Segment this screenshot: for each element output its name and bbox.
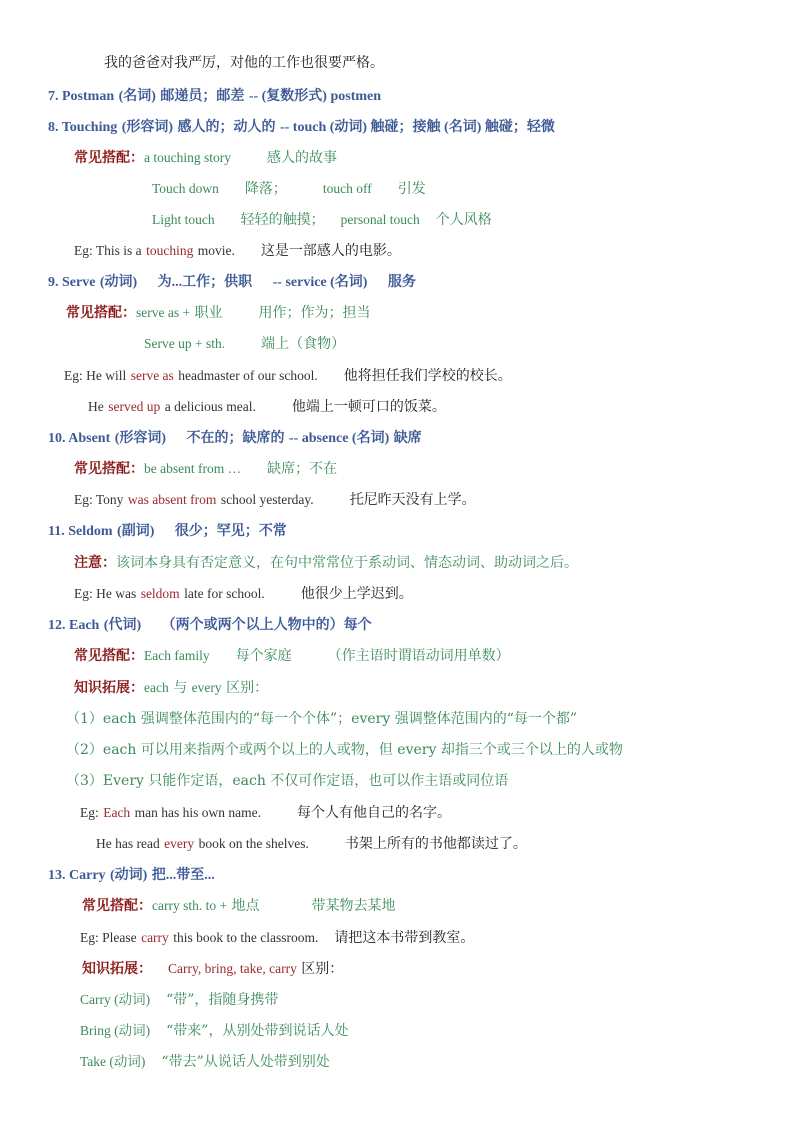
example-en: man has his own name. — [134, 805, 261, 820]
example-en: book on the shelves. — [198, 836, 309, 851]
collocation-en: Each family — [144, 648, 210, 663]
derived-form: -- absence (名词) — [288, 431, 390, 446]
example-en: Eg: This is a — [74, 243, 142, 258]
entry-number-word: 13. Carry — [48, 868, 106, 883]
example-sentence — [74, 584, 413, 604]
sentence-translation — [104, 53, 384, 73]
collocation-line — [152, 179, 426, 199]
collocation-zh: 个人风格 — [435, 212, 492, 228]
collocation-line — [144, 334, 345, 354]
collocation-zh: 用作；作为；担当 — [258, 305, 371, 321]
example-highlight: served up — [108, 399, 161, 414]
example-en: late for school. — [184, 586, 265, 601]
collocation-zh: 每个家庭 — [235, 648, 292, 664]
entry-heading-each — [48, 615, 372, 636]
part-of-speech: (副词) — [117, 524, 155, 539]
extension-point — [66, 709, 577, 729]
part-of-speech: (代词) — [103, 618, 142, 633]
entry-heading-absent — [48, 428, 422, 449]
note-label: 注意： — [74, 555, 116, 571]
extension-zh: 区别： — [301, 961, 344, 977]
extension-zh: 区别： — [226, 680, 269, 696]
extension-point — [66, 740, 623, 760]
meaning: 为...工作；供职 — [157, 275, 253, 290]
collocation-zh: 感人的故事 — [267, 150, 337, 166]
extension-zh: 与 — [173, 680, 188, 696]
example-en: this book to the classroom. — [173, 930, 319, 945]
comparison-meaning: “带去”从说话人处带到别处 — [161, 1054, 330, 1070]
entry-number-word: 8. Touching — [48, 120, 118, 135]
collocation-label: 常见搭配： — [82, 898, 152, 914]
note-text: 该词本身具有否定意义，在句中常常位于系动词、情态动词、助动词之后。 — [116, 555, 578, 571]
example-zh: 他很少上学迟到。 — [300, 586, 413, 602]
example-highlight: serve as — [130, 368, 174, 383]
example-zh: 这是一部感人的电影。 — [260, 243, 401, 259]
example-zh: 书架上所有的书他都读过了。 — [344, 836, 527, 852]
collocation-zh: 带某物去某地 — [311, 898, 396, 914]
collocation-line — [66, 303, 371, 323]
extension-label: 知识拓展： — [82, 961, 152, 977]
derived-form: -- (复数形式) postmen — [248, 89, 382, 104]
example-zh: 每个人有他自己的名字。 — [297, 805, 451, 821]
meaning: 邮递员；邮差 — [160, 89, 245, 104]
collocation-en: a touching story — [144, 150, 231, 165]
comparison-word: Take (动词) — [80, 1054, 146, 1069]
derived-form: -- service (名词) — [272, 275, 368, 290]
example-sentence — [88, 397, 446, 417]
extension-point — [66, 771, 508, 791]
collocation-en: Light touch — [152, 212, 215, 227]
comparison-line — [80, 1052, 330, 1072]
example-en: Eg: He was — [74, 586, 137, 601]
example-highlight: Each — [103, 805, 131, 820]
example-en: school yesterday. — [220, 492, 314, 507]
extension-en: Carry, bring, take, carry — [168, 961, 297, 976]
collocation-en: be absent from … — [144, 461, 242, 476]
extension-heading — [74, 678, 268, 698]
example-sentence — [80, 928, 474, 948]
meaning: 很少；罕见；不常 — [174, 524, 287, 539]
collocation-en: carry sth. to + — [152, 898, 228, 913]
collocation-en: Serve up + sth. — [144, 336, 226, 351]
example-zh: 他将担任我们学校的校长。 — [343, 368, 512, 384]
collocation-zh: 缺席；不在 — [267, 461, 338, 477]
collocation-zh: 引发 — [397, 181, 426, 197]
collocation-en: personal touch — [340, 212, 420, 227]
collocation-line — [152, 210, 492, 230]
comparison-meaning: “带来”，从别处带到说话人处 — [166, 1023, 349, 1039]
entry-number-word: 7. Postman — [48, 89, 115, 104]
collocation-label: 常见搭配： — [66, 305, 136, 321]
collocation-zh: 端上（食物） — [261, 336, 346, 352]
collocation-line — [74, 459, 337, 479]
extension-text: （3）Every 只能作定语，each 不仅可作定语，也可以作主语或同位语 — [66, 773, 509, 789]
meaning: （两个或两个以上人物中的）每个 — [161, 618, 372, 633]
example-highlight: was absent from — [127, 492, 217, 507]
example-highlight: every — [164, 836, 195, 851]
collocation-en: touch off — [322, 181, 372, 196]
extension-text: （2）each 可以用来指两个或两个以上的人或物，但 every 却指三个或三个以上的人或物 — [66, 742, 623, 758]
comparison-meaning: “带”，指随身携带 — [166, 992, 279, 1008]
collocation-zh: 降落； — [244, 181, 287, 197]
collocation-en: Touch down — [152, 181, 219, 196]
entry-heading-carry — [48, 865, 215, 886]
derived-form: -- touch (动词) 触碰；接触 (名词) 触碰；轻微 — [279, 120, 555, 135]
meaning: 缺席 — [393, 431, 422, 446]
entry-number-word: 12. Each — [48, 618, 100, 633]
part-of-speech: (形容词) — [114, 431, 167, 446]
example-en: He has read — [96, 836, 160, 851]
example-en: He — [88, 399, 104, 414]
entry-heading-serve — [48, 272, 416, 293]
extension-label: 知识拓展： — [74, 680, 144, 696]
collocation-note: （作主语时谓语动词用单数） — [327, 648, 510, 664]
part-of-speech: (动词) — [99, 275, 138, 290]
extension-heading — [82, 959, 343, 979]
example-sentence — [80, 803, 451, 823]
meaning: 把...带至... — [151, 868, 215, 883]
chinese-text: 我的爸爸对我严厉，对他的工作也很要严格。 — [104, 55, 384, 71]
part-of-speech: (形容词) — [121, 120, 174, 135]
entry-heading-touching — [48, 117, 555, 138]
entry-heading-postman — [48, 86, 381, 107]
part-of-speech: (动词) — [110, 868, 148, 883]
comparison-line — [80, 1021, 348, 1041]
example-highlight: seldom — [140, 586, 180, 601]
collocation-line — [74, 646, 510, 666]
entry-heading-seldom — [48, 521, 287, 542]
example-en: Eg: He will — [64, 368, 127, 383]
part-of-speech: (名词) — [118, 89, 156, 104]
example-en: Eg: Please — [80, 930, 137, 945]
note-line — [74, 553, 578, 573]
example-en: Eg: — [80, 805, 99, 820]
extension-text: （1）each 强调整体范围内的“每一个个体”；every 强调整体范围内的“每一个都” — [66, 711, 578, 727]
example-sentence — [96, 834, 527, 854]
example-en: a delicious meal. — [164, 399, 256, 414]
entry-number-word: 10. Absent — [48, 431, 111, 446]
collocation-label: 常见搭配： — [74, 648, 144, 664]
example-en: headmaster of our school. — [178, 368, 318, 383]
example-highlight: touching — [146, 243, 194, 258]
comparison-word: Carry (动词) — [80, 992, 151, 1007]
entry-number-word: 11. Seldom — [48, 524, 113, 539]
extension-en: each — [144, 680, 169, 695]
example-zh: 他端上一顿可口的饭菜。 — [291, 399, 446, 415]
example-en: movie. — [197, 243, 235, 258]
example-sentence — [74, 241, 401, 261]
example-highlight: carry — [141, 930, 169, 945]
example-zh: 托尼昨天没有上学。 — [349, 492, 476, 508]
example-zh: 请把这本书带到教室。 — [334, 930, 475, 946]
meaning: 不在的；缺席的 — [186, 431, 285, 446]
collocation-line — [82, 896, 396, 916]
comparison-line — [80, 990, 278, 1010]
collocation-line — [74, 148, 337, 168]
extension-en: every — [191, 680, 222, 695]
meaning: 服务 — [387, 275, 416, 290]
example-sentence — [64, 366, 512, 386]
collocation-label: 常见搭配： — [74, 461, 144, 477]
collocation-zh: 轻轻的触摸； — [240, 212, 325, 228]
entry-number-word: 9. Serve — [48, 275, 96, 290]
collocation-zh: 职业 — [194, 305, 223, 321]
example-sentence — [74, 490, 476, 510]
collocation-label: 常见搭配： — [74, 150, 144, 166]
comparison-word: Bring (动词) — [80, 1023, 151, 1038]
collocation-zh: 地点 — [231, 898, 260, 914]
example-en: Eg: Tony — [74, 492, 124, 507]
collocation-en: serve as + — [136, 305, 191, 320]
meaning: 感人的；动人的 — [177, 120, 276, 135]
